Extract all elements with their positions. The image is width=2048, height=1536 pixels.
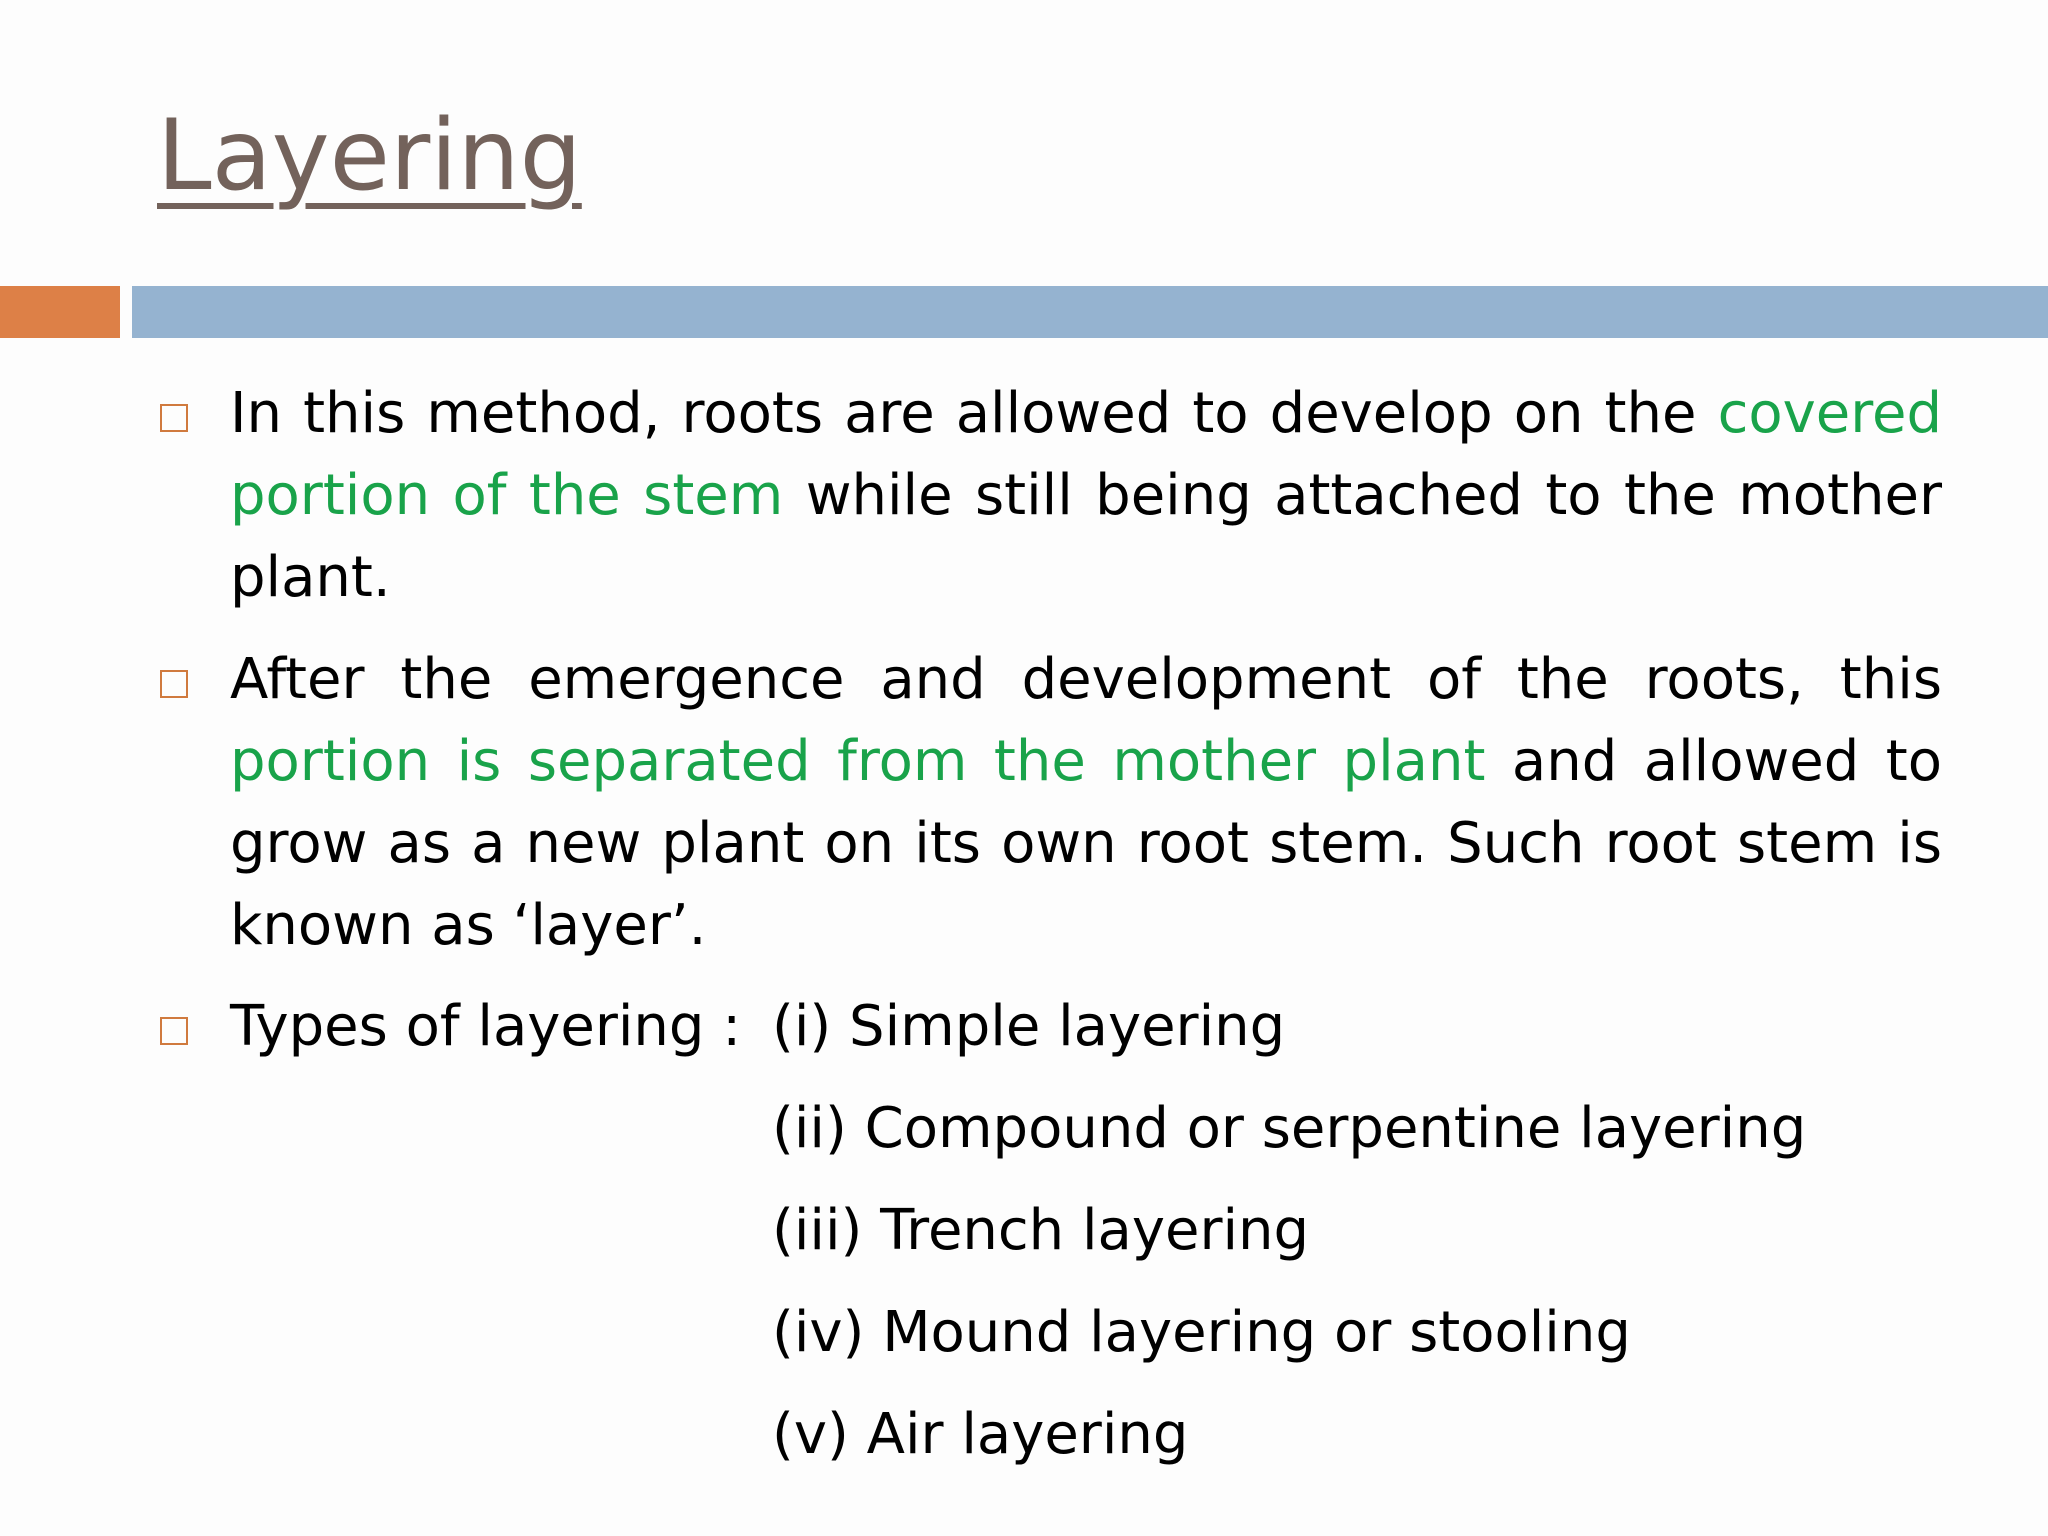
highlighted-text: portion is separated from the mother plant (230, 729, 1486, 794)
bullet-square-icon (160, 670, 188, 698)
bullet-square-icon (160, 1017, 188, 1045)
accent-bar-blue (132, 286, 2048, 338)
bullet-paragraph-separation (230, 639, 1942, 967)
types-label: Types of layering : (230, 994, 742, 1059)
slide-title: Layering (157, 99, 582, 213)
highlighted-text: covered portion of the stem (230, 381, 1942, 528)
bullet-text: and allowed to grow as a new plant on its own root stem. Such root stem is known as ‘layer’. (230, 729, 1942, 958)
type-item: (v) Air layering (772, 1402, 1189, 1467)
bullet-text: After the emergence and development of the roots, this (230, 647, 1942, 712)
accent-bar-orange (0, 286, 120, 338)
bullet-text: In this method, roots are allowed to develop on the (230, 381, 1718, 446)
type-item: (iv) Mound layering or stooling (772, 1300, 1631, 1365)
bullet-square-icon (160, 404, 188, 432)
bullet-paragraph-method (230, 373, 1942, 619)
bullet-text: while still being attached to the mother plant. (230, 463, 1942, 610)
type-item: (iii) Trench layering (772, 1198, 1310, 1263)
type-item: (ii) Compound or serpentine layering (772, 1096, 1807, 1161)
type-item: (i) Simple layering (772, 994, 1286, 1059)
